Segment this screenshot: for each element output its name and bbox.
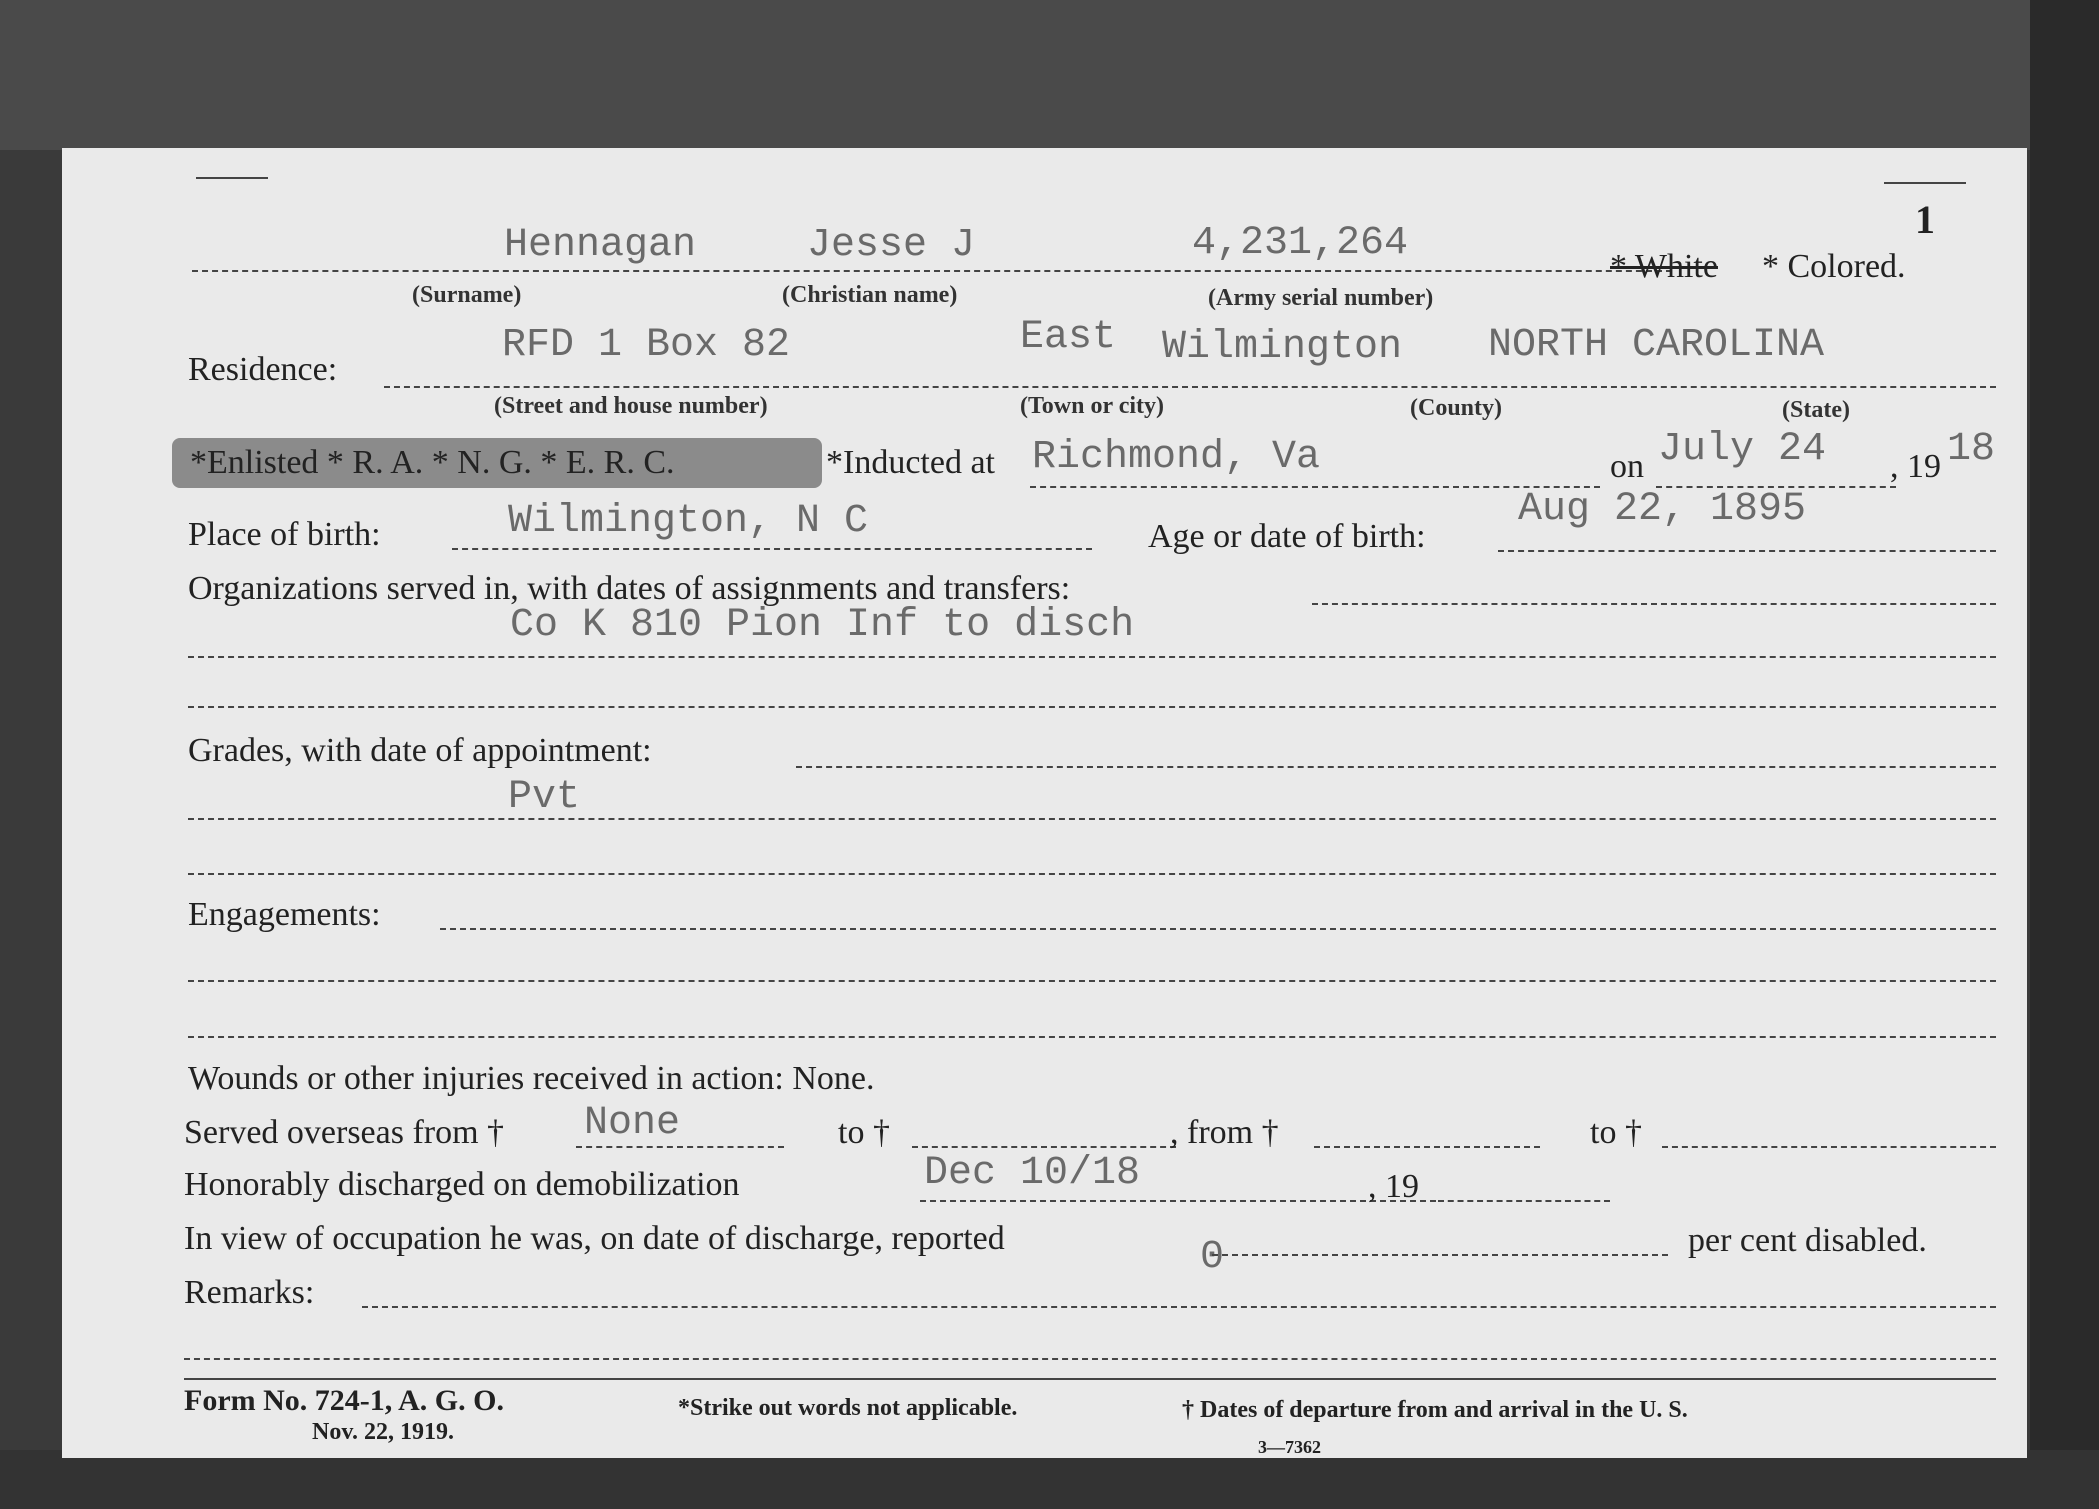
grades-line-1 <box>796 766 1996 768</box>
organization-value: Co K 810 Pion Inf to disch <box>510 603 1135 648</box>
overseas-to2-label: to † <box>1590 1114 1642 1151</box>
residence-line <box>384 386 1996 388</box>
print-code: 3—7362 <box>1258 1437 1321 1457</box>
overseas-to-line <box>912 1146 1176 1148</box>
grades-line-3 <box>188 873 1996 875</box>
engagements-line-2 <box>188 980 1996 982</box>
surname-caption: (Surname) <box>412 282 522 308</box>
overseas-from-line <box>576 1146 784 1148</box>
race-colored-option: * Colored. <box>1762 248 1906 285</box>
scan-background-right <box>2030 0 2099 1509</box>
county-caption: (County) <box>1410 395 1503 421</box>
wounds-text: Wounds or other injuries received in action: None. <box>188 1060 875 1097</box>
discharge-year-line <box>1438 1200 1610 1202</box>
street-value: RFD 1 Box 82 <box>502 323 791 368</box>
enlisted-options: *Enlisted * R. A. * N. G. * E. R. C. <box>190 444 675 481</box>
inducted-place-line <box>1030 486 1600 488</box>
page-number: 1 <box>1915 197 1935 242</box>
disability-value: 0 <box>1200 1235 1225 1280</box>
state-caption: (State) <box>1782 397 1850 423</box>
scan-background-top <box>0 0 2099 150</box>
serial-caption: (Army serial number) <box>1208 285 1434 311</box>
county-value: Wilmington <box>1162 325 1403 370</box>
birthdate-line <box>1498 550 1996 552</box>
form-number: Form No. 724-1, A. G. O. <box>184 1384 504 1417</box>
disability-suffix: per cent disabled. <box>1688 1222 1927 1259</box>
christian-name-value: Jesse J <box>807 223 976 268</box>
engagements-label: Engagements: <box>188 896 381 933</box>
year-prefix: , 19 <box>1890 448 1941 485</box>
serial-number-value: 4,231,264 <box>1192 221 1409 266</box>
footnote-dates: † Dates of departure from and arrival in the U. S. <box>1182 1397 1688 1423</box>
grades-label: Grades, with date of appointment: <box>188 732 652 769</box>
name-line <box>192 270 1672 272</box>
birthplace-line <box>452 548 1092 550</box>
overseas-from-value: None <box>584 1101 681 1146</box>
christian-name-caption: (Christian name) <box>782 282 958 308</box>
overseas-from2-label: , from † <box>1170 1114 1279 1151</box>
year-suffix-value: 18 <box>1947 427 1996 472</box>
residence-label: Residence: <box>188 351 338 388</box>
street-caption: (Street and house number) <box>494 393 768 419</box>
birthplace-label: Place of birth: <box>188 516 381 553</box>
discharge-label: Honorably discharged on demobilization <box>184 1166 740 1203</box>
discharge-year-prefix: , 19 <box>1368 1168 1419 1205</box>
remarks-line-1 <box>362 1306 1996 1308</box>
overseas-label: Served overseas from † <box>184 1114 505 1151</box>
state-value: NORTH CAROLINA <box>1488 323 1825 368</box>
footer-rule <box>184 1378 1996 1380</box>
organizations-line-3 <box>188 706 1996 708</box>
form-date: Nov. 22, 1919. <box>312 1419 455 1445</box>
footnote-strike: *Strike out words not applicable. <box>678 1395 1018 1421</box>
disability-label: In view of occupation he was, on date of discharge, reported <box>184 1220 1005 1257</box>
top-right-rule <box>1884 182 1966 184</box>
overseas-to2-line <box>1662 1146 1996 1148</box>
grades-line-2 <box>188 818 1996 820</box>
overseas-from2-line <box>1314 1146 1540 1148</box>
race-white-option: * White <box>1610 248 1718 285</box>
organizations-line-2 <box>188 656 1996 658</box>
overseas-to-label: to † <box>838 1114 890 1151</box>
scan-background-bottom <box>0 1450 2099 1509</box>
engagements-line-1 <box>440 928 1996 930</box>
organizations-label: Organizations served in, with dates of assignments and transfers: <box>188 570 1071 607</box>
discharge-date-value: Dec 10/18 <box>924 1151 1141 1196</box>
engagements-line-3 <box>188 1036 1996 1038</box>
top-left-rule <box>196 177 268 179</box>
birthdate-label: Age or date of birth: <box>1148 518 1426 555</box>
birthplace-value: Wilmington, N C <box>508 499 869 544</box>
birthdate-value: Aug 22, 1895 <box>1518 487 1807 532</box>
on-label: on <box>1610 448 1644 485</box>
inducted-label: *Inducted at <box>826 444 995 481</box>
surname-value: Hennagan <box>504 223 697 268</box>
discharge-date-line <box>920 1200 1436 1202</box>
remarks-line-2 <box>184 1358 1996 1360</box>
inducted-date-value: July 24 <box>1658 427 1827 472</box>
disability-line <box>1212 1254 1668 1256</box>
grade-value: Pvt <box>508 775 581 820</box>
town-value: East <box>1020 315 1117 360</box>
remarks-label: Remarks: <box>184 1274 315 1311</box>
town-caption: (Town or city) <box>1020 393 1164 419</box>
inducted-place-value: Richmond, Va <box>1032 435 1321 480</box>
service-record-card <box>62 148 2027 1458</box>
organizations-line-1 <box>1312 603 1996 605</box>
